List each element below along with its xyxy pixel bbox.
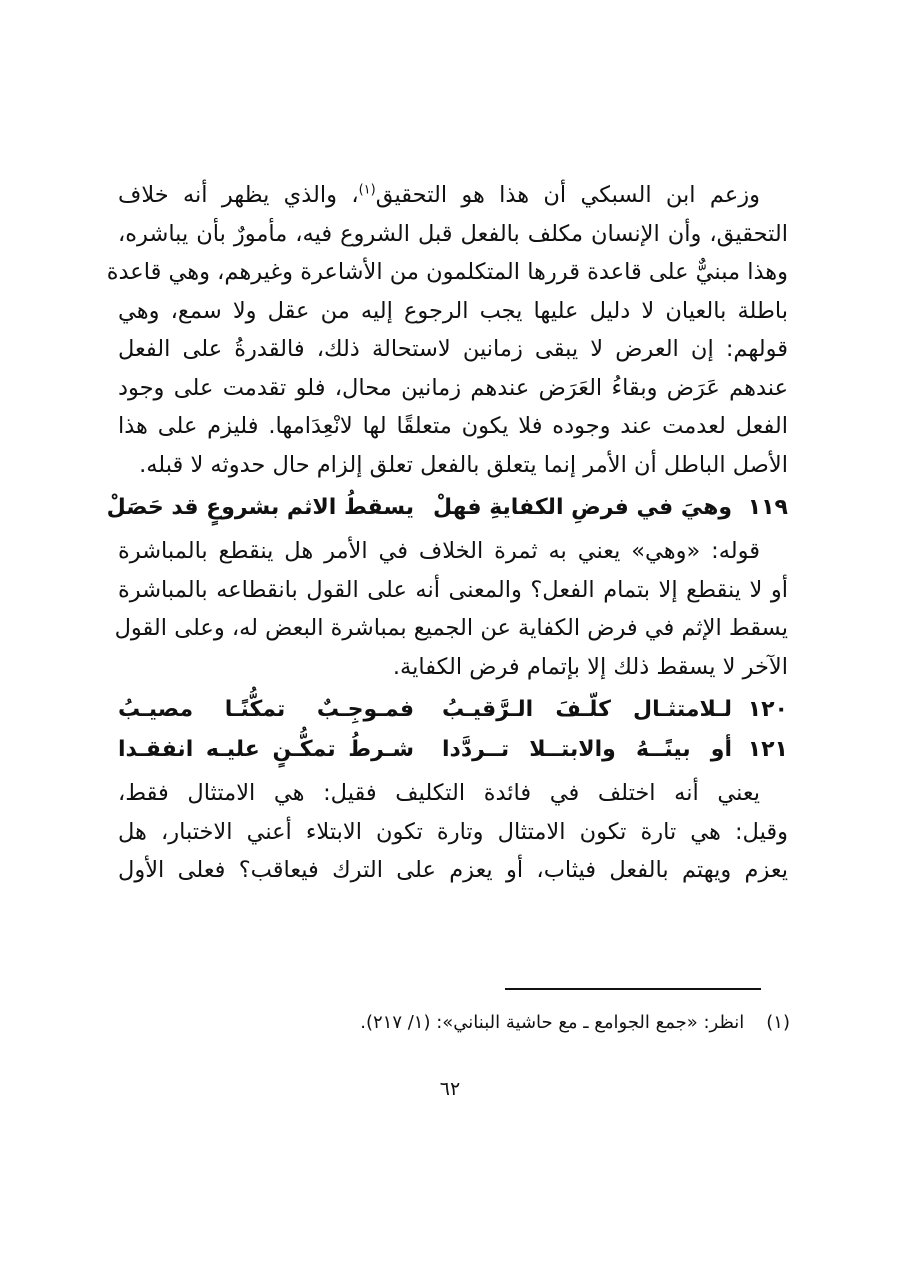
text-line: باطلة بالعيان لا دليل عليها يجب الرجوع إليه من عقل ولا سمع، وهي (118, 297, 788, 324)
text-line: يعني أنه اختلف في فائدة التكليف فقيل: هي الامتثال فقط، (118, 780, 760, 806)
verse-119 (106, 488, 788, 528)
paragraph-3 (118, 774, 788, 890)
verse-121 (118, 730, 788, 770)
verse-hemistich-second: يسقطُ الاثم بشروعٍ قد حَصَلْ (106, 495, 414, 520)
verse-hemistich-first: أو بينًــهُ والابتــلا تــردَّدا (442, 737, 732, 762)
footnote-separator (505, 988, 761, 990)
page-number: ٦٢ (439, 1078, 461, 1100)
footnote-marker: (١) (766, 1012, 790, 1033)
verse-hemistich-second: شـرطُ تمكُّـنٍ عليـه انفقـدا (118, 737, 414, 762)
text-line: وهذا مبنيٌّ على قاعدة قررها المتكلمون من الأشاعرة وغيرهم، وهي قاعدة (106, 259, 788, 285)
text-line: الأصل الباطل أن الأمر إنما يتعلق بالفعل تعلق إلزام حال حدوثه لا قبله. (139, 451, 788, 478)
verse-hemistich-second: فمـوجِـبٌ تمكُّنًـا مصيـبُ (118, 697, 414, 722)
text-line: أو لا ينقطع إلا بتمام الفعل؟ والمعنى أنه على القول بانقطاعه بالمباشرة (118, 576, 788, 603)
text-line: التحقيق، وأن الإنسان مكلف بالفعل قبل الشروع فيه، مأمورٌ بأن يباشره، (118, 220, 788, 247)
paragraph-2 (114, 532, 788, 686)
footnote (360, 1012, 790, 1033)
text-line: الآخر لا يسقط ذلك إلا بإتمام فرض الكفاية. (392, 653, 788, 680)
text-line: قولهم: إن العرض لا يبقى زمانين لاستحالة ذلك، فالقدرةُ على الفعل (118, 336, 788, 362)
footnote-text: انظر: «جمع الجوامع ـ مع حاشية البناني»: (١/ ٢١٧). (360, 1012, 745, 1033)
verse-number: ١٢١ (747, 737, 788, 762)
paragraph-1 (106, 176, 788, 484)
text-line: الفعل لعدمت عند وجوده فلا يكون متعلقًا لها لانْعِدَامها. فليزم على هذا (118, 413, 788, 439)
verse-120 (118, 690, 788, 730)
verse-number: ١٢٠ (747, 697, 788, 722)
verse-hemistich-first: لـلامتثـال كلّـفَ الـرَّقيـبُ (442, 697, 732, 722)
text-line: عندهم عَرَض وبقاءُ العَرَض عندهم زمانين محال، فلو تقدمت على وجود (118, 374, 788, 401)
text-line: يسقط الإثم في فرض الكفاية عن الجميع بمباشرة البعض له، وعلى القول (114, 615, 788, 641)
text-line: قوله: «وهي» يعني به ثمرة الخلاف في الأمر هل ينقطع بالمباشرة (118, 538, 760, 564)
verse-number: ١١٩ (747, 495, 788, 520)
text-line: وقيل: هي تارة تكون الامتثال وتارة تكون الابتلاء أعني الاختبار، هل (118, 818, 788, 845)
footnote-reference[interactable]: (١) (358, 182, 376, 198)
verse-hemistich-first: وهيَ في فرضِ الكفايةِ فهلْ (432, 495, 732, 520)
text-line: وزعم ابن السبكي أن هذا هو التحقيق$^{(١)}$، والذي يظهر أنه خلاف (118, 182, 760, 208)
page-body (106, 176, 788, 890)
text-line: يعزم ويهتم بالفعل فيثاب، أو يعزم على الترك فيعاقب؟ فعلى الأول (118, 857, 788, 883)
